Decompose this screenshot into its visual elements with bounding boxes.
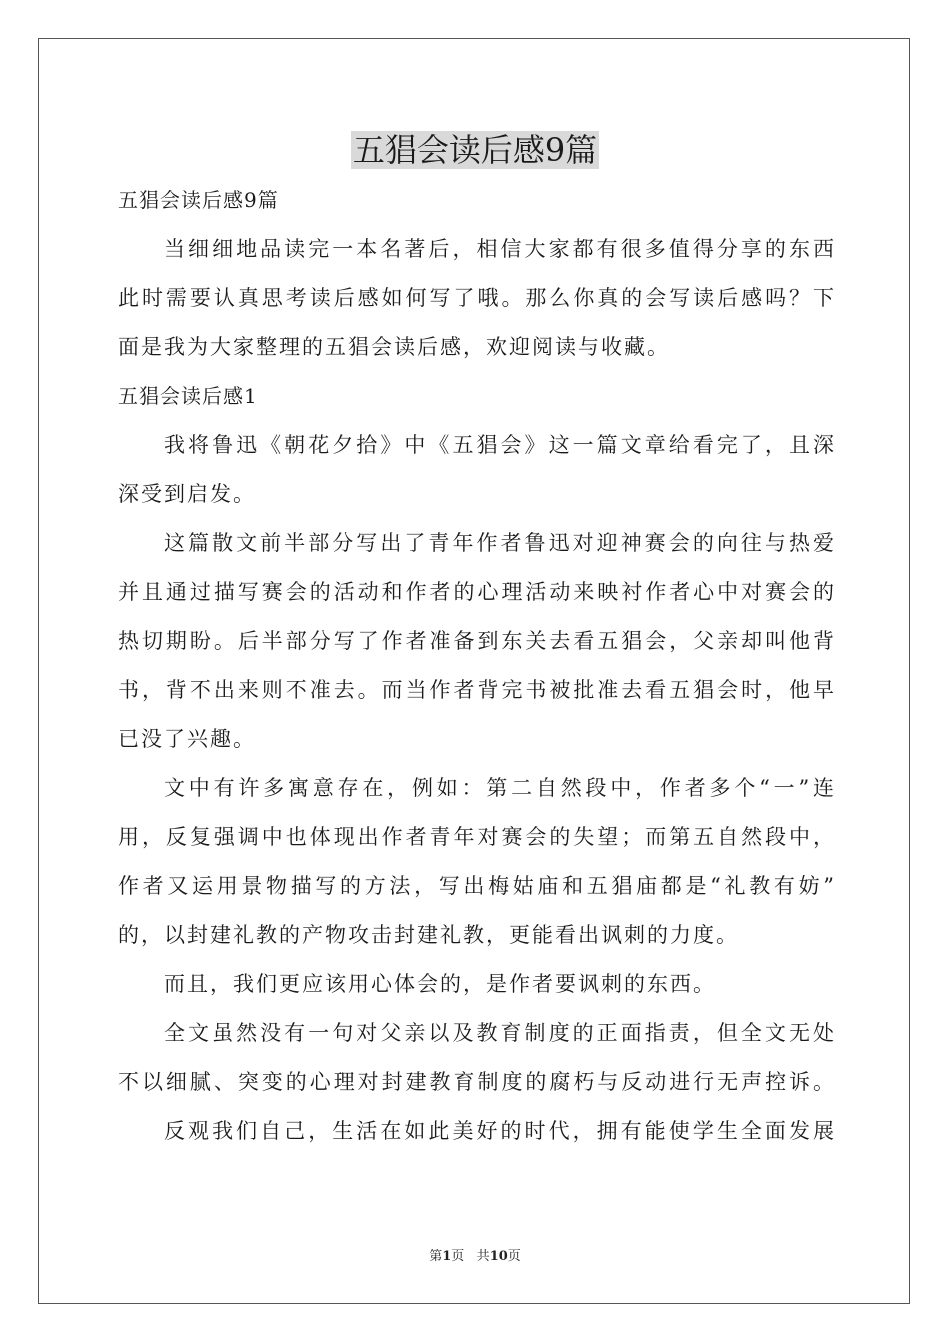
text-line: 而且，我们更应该用心体会的，是作者要讽刺的东西。 (164, 972, 716, 996)
section-heading: 五猖会读后感1 (118, 384, 258, 408)
document-body (118, 176, 834, 1156)
total-prefix: 共 (476, 1249, 490, 1264)
text-line: 用，反复强调中也体现出作者青年对赛会的失望；而第五自然段中， (118, 825, 834, 849)
text-line: 我将鲁迅《朝花夕拾》中《五猖会》这一篇文章给看完了，且深 (164, 433, 834, 457)
text-line: 不以细腻、突变的心理对封建教育制度的腐朽与反动进行无声控诉。 (118, 1070, 834, 1094)
page-footer (0, 1248, 950, 1266)
document-title-text: 五猖会读后感9篇 (352, 131, 598, 169)
document-title (0, 128, 950, 172)
text-line: 书，背不出来则不准去。而当作者背完书被批准去看五猖会时，他早 (118, 678, 834, 702)
text-line: 热切期盼。后半部分写了作者准备到东关去看五猖会，父亲却叫他背 (118, 629, 834, 653)
total-suffix: 页 (507, 1249, 521, 1264)
text-line: 的，以封建礼教的产物攻击封建礼教，更能看出讽刺的力度。 (118, 923, 739, 947)
text-line: 深受到启发。 (118, 482, 256, 506)
total-pages: 10 (489, 1249, 508, 1264)
text-line: 已没了兴趣。 (118, 727, 256, 751)
text-line: 当细细地品读完一本名著后，相信大家都有很多值得分享的东西 (164, 237, 834, 261)
text-line: 此时需要认真思考读后感如何写了哦。那么你真的会写读后感吗？下 (118, 286, 834, 310)
section-heading: 五猖会读后感9篇 (118, 188, 279, 212)
page-suffix: 页 (451, 1249, 465, 1264)
text-line: 文中有许多寓意存在，例如：第二自然段中，作者多个“一”连 (164, 776, 834, 800)
page-prefix: 第 (429, 1249, 443, 1264)
text-line: 全文虽然没有一句对父亲以及教育制度的正面指责，但全文无处 (164, 1021, 834, 1045)
text-line: 并且通过描写赛会的活动和作者的心理活动来映衬作者心中对赛会的 (118, 580, 834, 604)
text-line: 作者又运用景物描写的方法，写出梅姑庙和五猖庙都是“礼教有妨” (118, 874, 834, 898)
page-number: 1 (442, 1249, 452, 1264)
text-line: 反观我们自己，生活在如此美好的时代，拥有能使学生全面发展 (164, 1119, 834, 1143)
text-line: 这篇散文前半部分写出了青年作者鲁迅对迎神赛会的向往与热爱 (164, 531, 834, 555)
text-line: 面是我为大家整理的五猖会读后感，欢迎阅读与收藏。 (118, 335, 670, 359)
